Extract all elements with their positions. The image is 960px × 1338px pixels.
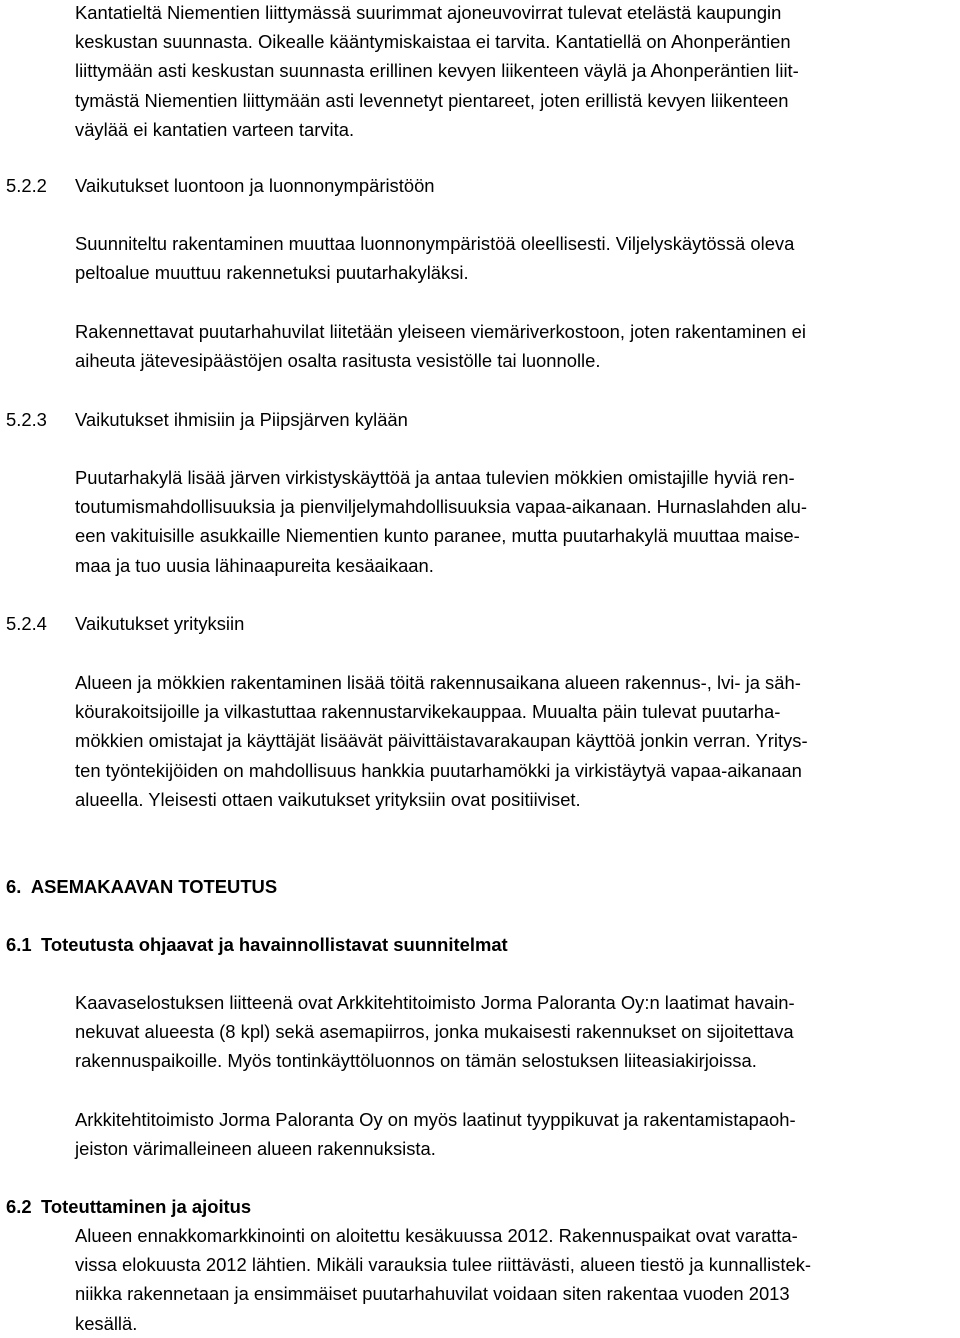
section-number: 5.2.2 <box>6 175 47 196</box>
text-line: Puutarhakylä lisää järven virkistyskäyttöä ja antaa tulevien mökkien omistajille hyviä ren- <box>75 467 795 488</box>
intro-paragraph <box>75 0 950 144</box>
text-line: mökkien omistajat ja käyttäjät lisäävät päivittäistavarakaupan käyttöä jonkin verran. Yritys- <box>75 730 808 752</box>
text-line: een vakituisille asukkaille Niementien kunto paranee, mutta puutarhakylä muuttaa maise- <box>75 525 800 547</box>
section-title: Vaikutukset yrityksiin <box>75 613 245 634</box>
text-line: Alueen ja mökkien rakentaminen lisää töitä rakennusaikana alueen rakennus-, lvi- ja säh- <box>75 672 801 693</box>
text-line: keskustan suunnasta. Oikealle kääntymiskaistaa ei tarvita. Kantatiellä on Ahonperäntien <box>75 31 791 53</box>
text-line: Kaavaselostuksen liitteenä ovat Arkkitehtitoimisto Jorma Paloranta Oy:n laatimat havain- <box>75 992 795 1013</box>
text-line: Suunniteltu rakentaminen muuttaa luonnonympäristöä oleellisesti. Viljelyskäytössä oleva <box>75 233 795 254</box>
text-line: kesällä. <box>75 1312 138 1334</box>
text-line: niikka rakennetaan ja ensimmäiset puutarhahuvilat voidaan siten rakentaa vuoden 2013 <box>75 1283 790 1305</box>
section-number: 5.2.4 <box>6 613 47 634</box>
text-line: rakennuspaikoille. Myös tontinkäyttöluonnos on tämän selostuksen liiteasiakirjoissa. <box>75 1050 757 1072</box>
text-line: aiheuta jätevesipäästöjen osalta rasitusta vesistölle tai luonnolle. <box>75 350 601 372</box>
section-number: 6.1 <box>6 934 32 955</box>
text-line: jeiston värimalleineen alueen rakennuksista. <box>75 1138 436 1160</box>
paragraph <box>75 988 950 1076</box>
text-line: Alueen ennakkomarkkinointi on aloitettu kesäkuussa 2012. Rakennuspaikat ovat varatta- <box>75 1225 798 1246</box>
section-number: 5.2.3 <box>6 409 47 430</box>
section-title: Vaikutukset ihmisiin ja Piipsjärven kylään <box>75 409 408 430</box>
text-line: Rakennettavat puutarhahuvilat liitetään yleiseen viemäriverkostoon, joten rakentaminen ei <box>75 321 806 342</box>
section-title: Vaikutukset luontoon ja luonnonympäristöön <box>75 175 435 196</box>
text-line: liittymään asti keskustan suunnasta erillinen kevyen liikenteen väylä ja Ahonperäntien liit- <box>75 60 799 82</box>
chapter-heading: 6. ASEMAKAAVAN TOTEUTUS <box>6 876 278 897</box>
paragraph <box>75 1221 950 1338</box>
text-line: maa ja tuo uusia lähinaapureita kesäaikaan. <box>75 554 434 576</box>
text-line: nekuvat alueesta (8 kpl) sekä asemapiirros, jonka mukaisesti rakennukset on sijoitettava <box>75 1021 794 1043</box>
text-line: alueella. Yleisesti ottaen vaikutukset yrityksiin ovat positiiviset. <box>75 788 581 810</box>
paragraph <box>75 229 950 287</box>
text-line: väylää ei kantatien varteen tarvita. <box>75 118 355 140</box>
text-line: peltoalue muuttuu rakennetuksi puutarhakyläksi. <box>75 262 469 284</box>
section-title: Toteuttaminen ja ajoitus <box>41 1196 252 1217</box>
text-line: köurakoitsijoille ja vilkastuttaa rakennustarvikekauppaa. Muualta päin tulevat puutarha- <box>75 701 781 723</box>
paragraph <box>75 317 950 375</box>
section-title: Toteutusta ohjaavat ja havainnollistavat suunnitelmat <box>41 934 508 955</box>
paragraph <box>75 463 950 580</box>
text-line: Arkkitehtitoimisto Jorma Paloranta Oy on myös laatinut tyyppikuvat ja rakentamistapaoh- <box>75 1109 796 1130</box>
paragraph <box>75 1105 950 1163</box>
text-line: Kantatieltä Niementien liittymässä suurimmat ajoneuvovirrat tulevat etelästä kaupungin <box>75 2 782 23</box>
text-line: tymästä Niementien liittymään asti levennetyt pientareet, joten erillistä kevyen liikenteen <box>75 89 789 111</box>
text-line: ten työntekijöiden on mahdollisuus hankkia puutarhamökki ja virkistäytyä vapaa-aikanaan <box>75 759 802 781</box>
text-line: vissa elokuusta 2012 lähtien. Mikäli varauksia tulee riittävästi, alueen tiestö ja kunnallistek- <box>75 1254 812 1276</box>
text-line: toutumismahdollisuuksia ja pienviljelymahdollisuuksia vapaa-aikanaan. Hurnaslahden alu- <box>75 496 807 518</box>
section-number: 6.2 <box>6 1196 32 1217</box>
paragraph <box>75 668 950 814</box>
